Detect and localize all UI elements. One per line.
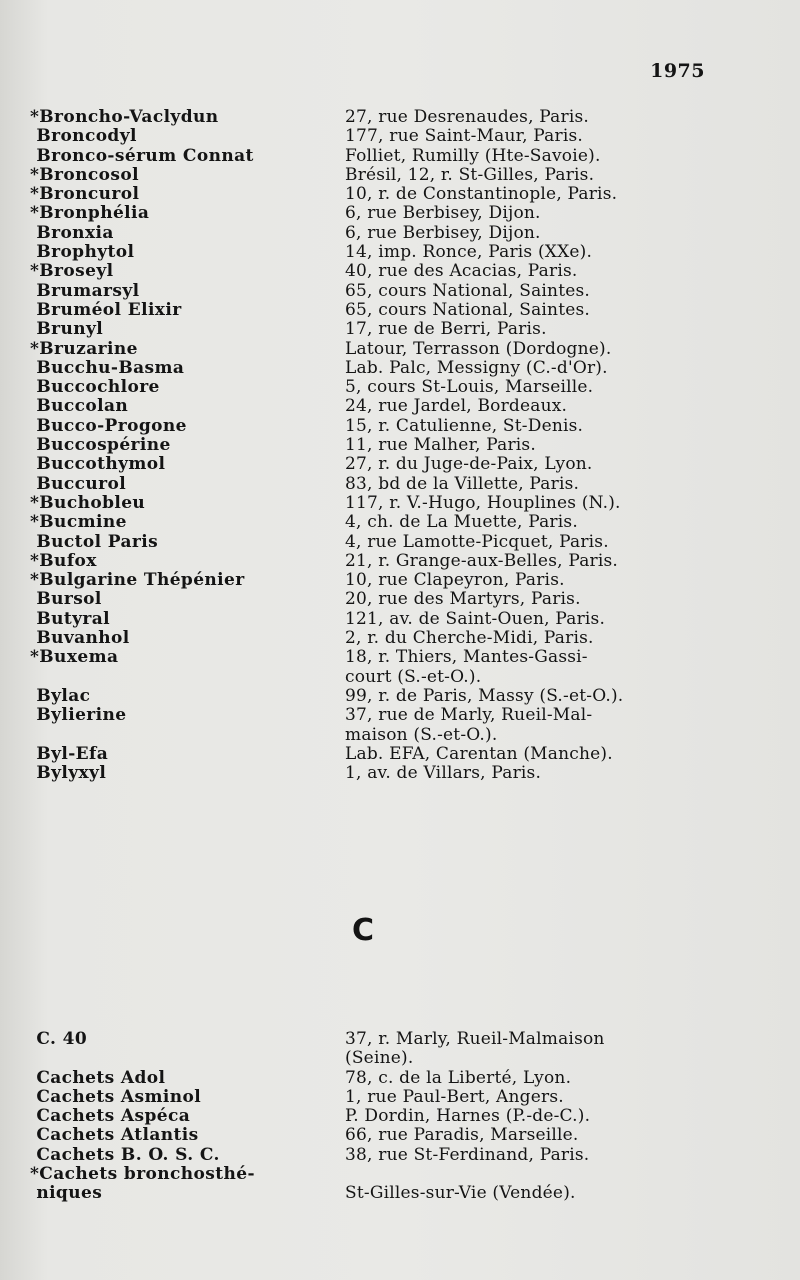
entry-name: Cachets Aspéca <box>30 1106 191 1127</box>
address-line: 121, av. de Saint-Ouen, Paris. <box>345 608 606 629</box>
address-line: maison (S.-et-O.). <box>345 724 498 745</box>
address-line: (Seine). <box>345 1048 414 1069</box>
entry-address <box>345 340 720 359</box>
address-line: 6, rue Berbisey, Dijon. <box>345 222 541 243</box>
entry-name: Brunyl <box>30 319 104 340</box>
address-line: Brésil, 12, r. St-Gilles, Paris. <box>345 164 595 185</box>
entry-name: *Buchobleu <box>30 492 146 513</box>
address-line: 66, rue Paradis, Marseille. <box>345 1125 579 1146</box>
address-line: 15, r. Catulienne, St-Denis. <box>345 415 584 436</box>
entry-address <box>345 301 720 320</box>
section-letter: C <box>352 913 375 948</box>
entry-name: *Cachets bronchosthé- <box>30 1164 255 1185</box>
address-line: 14, imp. Ronce, Paris (XXe). <box>345 242 593 263</box>
entry-name: niques <box>30 1183 103 1204</box>
entry-address <box>345 224 720 243</box>
address-line: 24, rue Jardel, Bordeaux. <box>345 396 568 417</box>
entry-name: *Broseyl <box>30 261 114 282</box>
entry-address <box>345 1184 720 1203</box>
address-line: Lab. Palc, Messigny (C.-d'Or). <box>345 357 608 378</box>
entry-name: *Bruzarine <box>30 338 138 359</box>
entry-name: *Bulgarine Thépénier <box>30 570 245 591</box>
address-line: St-Gilles-sur-Vie (Vendée). <box>345 1183 576 1204</box>
entry-row <box>30 1030 720 1069</box>
entry-row <box>30 243 720 262</box>
address-line: 10, rue Clapeyron, Paris. <box>345 570 565 591</box>
entry-address <box>345 1107 720 1126</box>
entry-row <box>30 590 720 609</box>
page-number: 1975 <box>650 60 705 82</box>
entry-row <box>30 301 720 320</box>
entry-address <box>345 648 720 687</box>
address-line: 99, r. de Paris, Massy (S.-et-O.). <box>345 685 624 706</box>
entry-row <box>30 1069 720 1088</box>
entry-row <box>30 166 720 185</box>
entry-name: *Broncosol <box>30 164 139 185</box>
entry-name: *Broncho-Vaclydun <box>30 107 219 127</box>
entry-address <box>345 706 720 745</box>
entry-address <box>345 533 720 552</box>
address-line: 6, rue Berbisey, Dijon. <box>345 203 541 224</box>
address-line: 4, ch. de La Muette, Paris. <box>345 512 578 533</box>
address-line: 1, av. de Villars, Paris. <box>345 763 542 784</box>
entry-address <box>345 552 720 571</box>
address-line: 38, rue St-Ferdinand, Paris. <box>345 1144 590 1165</box>
entry-address <box>345 282 720 301</box>
entry-address <box>345 397 720 416</box>
entry-name: Cachets Atlantis <box>30 1125 199 1146</box>
address-line: 37, r. Marly, Rueil-Malmaison <box>345 1029 605 1049</box>
entry-address <box>345 204 720 223</box>
entry-address <box>345 1146 720 1165</box>
entries-c-list <box>30 1030 720 1204</box>
entry-name: Bucco-Progone <box>30 415 187 436</box>
entry-name: Buccospérine <box>30 435 171 456</box>
address-line: 11, rue Malher, Paris. <box>345 435 536 456</box>
entry-name: Buccolan <box>30 396 129 417</box>
entry-name: Bruméol Elixir <box>30 299 182 320</box>
entry-address <box>345 745 720 764</box>
address-line: 17, rue de Berri, Paris. <box>345 319 547 340</box>
address-line: 117, r. V.-Hugo, Houplines (N.). <box>345 492 621 513</box>
address-line: P. Dordin, Harnes (P.-de-C.). <box>345 1106 591 1127</box>
entry-name: *Bucmine <box>30 512 127 533</box>
entry-row <box>30 610 720 629</box>
entry-row <box>30 147 720 166</box>
entry-row <box>30 1184 720 1203</box>
entry-name: Cachets Asminol <box>30 1086 202 1107</box>
entry-address <box>345 455 720 474</box>
entry-row <box>30 571 720 590</box>
entry-row <box>30 1146 720 1165</box>
entry-name: *Bufox <box>30 550 97 571</box>
entry-name: Brophytol <box>30 242 135 263</box>
entry-name: Buctol Paris <box>30 531 159 552</box>
entry-name: Cachets B. O. S. C. <box>30 1144 220 1165</box>
entry-row <box>30 629 720 648</box>
entry-address <box>345 1030 720 1069</box>
entry-row <box>30 1126 720 1145</box>
entry-name: Butyral <box>30 608 111 629</box>
entry-row <box>30 687 720 706</box>
address-line: 21, r. Grange-aux-Belles, Paris. <box>345 550 619 571</box>
entry-row <box>30 127 720 146</box>
entry-name: *Buxema <box>30 647 119 668</box>
entry-row <box>30 533 720 552</box>
entry-address <box>345 571 720 590</box>
entry-address <box>345 687 720 706</box>
entry-row <box>30 764 720 783</box>
entry-name: Brumarsyl <box>30 280 140 301</box>
entry-row <box>30 359 720 378</box>
address-line: 4, rue Lamotte-Picquet, Paris. <box>345 531 609 552</box>
entry-name: Bylac <box>30 685 91 706</box>
entry-address <box>345 1165 720 1184</box>
address-line: 10, r. de Constantinople, Paris. <box>345 184 618 205</box>
entries-b-list <box>30 108 720 783</box>
entry-address <box>345 1088 720 1107</box>
entry-row <box>30 185 720 204</box>
address-line: Folliet, Rumilly (Hte-Savoie). <box>345 145 601 166</box>
entry-row <box>30 378 720 397</box>
address-line: 27, r. du Juge-de-Paix, Lyon. <box>345 454 593 475</box>
entry-address <box>345 359 720 378</box>
entry-address <box>345 513 720 532</box>
entry-row <box>30 552 720 571</box>
entry-row <box>30 224 720 243</box>
entry-row <box>30 706 720 745</box>
address-line: Latour, Terrasson (Dordogne). <box>345 338 612 359</box>
entry-name: Broncodyl <box>30 126 137 147</box>
entry-row <box>30 108 720 127</box>
entry-row <box>30 340 720 359</box>
entry-address <box>345 590 720 609</box>
entry-address <box>345 127 720 146</box>
address-line: 18, r. Thiers, Mantes-Gassi- <box>345 647 588 668</box>
entry-name: Bronxia <box>30 222 114 243</box>
entry-address <box>345 436 720 455</box>
entry-address <box>345 629 720 648</box>
entry-row <box>30 204 720 223</box>
entry-name: Byl-Efa <box>30 743 109 764</box>
entry-address <box>345 166 720 185</box>
entry-name: *Broncurol <box>30 184 140 205</box>
entry-name: Cachets Adol <box>30 1067 166 1088</box>
entry-row <box>30 436 720 455</box>
entry-name: Buccurol <box>30 473 127 494</box>
entry-address <box>345 108 720 127</box>
address-line: court (S.-et-O.). <box>345 666 482 687</box>
address-line: 20, rue des Martyrs, Paris. <box>345 589 581 610</box>
address-line: 177, rue Saint-Maur, Paris. <box>345 126 583 147</box>
entry-name: C. 40 <box>30 1029 88 1049</box>
entry-row <box>30 417 720 436</box>
entry-address <box>345 1069 720 1088</box>
address-line: 1, rue Paul-Bert, Angers. <box>345 1086 564 1107</box>
entry-name: Bylierine <box>30 705 127 726</box>
entry-address <box>345 147 720 166</box>
entry-row <box>30 1165 720 1184</box>
entry-name: Buccothymol <box>30 454 166 475</box>
entry-row <box>30 648 720 687</box>
entry-row <box>30 494 720 513</box>
entry-name: Bronco-sérum Connat <box>30 145 254 166</box>
entry-row <box>30 475 720 494</box>
entry-name: Buccochlore <box>30 377 160 398</box>
entry-address <box>345 243 720 262</box>
address-line: 83, bd de la Villette, Paris. <box>345 473 580 494</box>
entry-address <box>345 494 720 513</box>
entry-row <box>30 397 720 416</box>
entry-row <box>30 262 720 281</box>
entry-address <box>345 610 720 629</box>
entry-address <box>345 1126 720 1145</box>
address-line: 65, cours National, Saintes. <box>345 299 591 320</box>
entry-row <box>30 513 720 532</box>
entry-address <box>345 320 720 339</box>
entry-address <box>345 417 720 436</box>
address-line: 65, cours National, Saintes. <box>345 280 591 301</box>
entry-name: Bucchu-Basma <box>30 357 185 378</box>
entry-name: *Bronphélia <box>30 203 150 224</box>
entry-address <box>345 378 720 397</box>
address-line: 78, c. de la Liberté, Lyon. <box>345 1067 572 1088</box>
entry-row <box>30 745 720 764</box>
entry-address <box>345 185 720 204</box>
address-line: 27, rue Desrenaudes, Paris. <box>345 107 589 127</box>
entry-address <box>345 262 720 281</box>
entry-row <box>30 455 720 474</box>
address-line: Lab. EFA, Carentan (Manche). <box>345 743 613 764</box>
entry-name: Bylyxyl <box>30 763 107 784</box>
entry-row <box>30 282 720 301</box>
entry-name: Bursol <box>30 589 102 610</box>
entry-row <box>30 320 720 339</box>
entry-row <box>30 1107 720 1126</box>
entry-row <box>30 1088 720 1107</box>
address-line: 40, rue des Acacias, Paris. <box>345 261 578 282</box>
entry-address <box>345 764 720 783</box>
address-line: 2, r. du Cherche-Midi, Paris. <box>345 628 594 649</box>
entry-address <box>345 475 720 494</box>
address-line: 37, rue de Marly, Rueil-Mal- <box>345 705 593 726</box>
address-line: 5, cours St-Louis, Marseille. <box>345 377 594 398</box>
entry-name: Buvanhol <box>30 628 130 649</box>
